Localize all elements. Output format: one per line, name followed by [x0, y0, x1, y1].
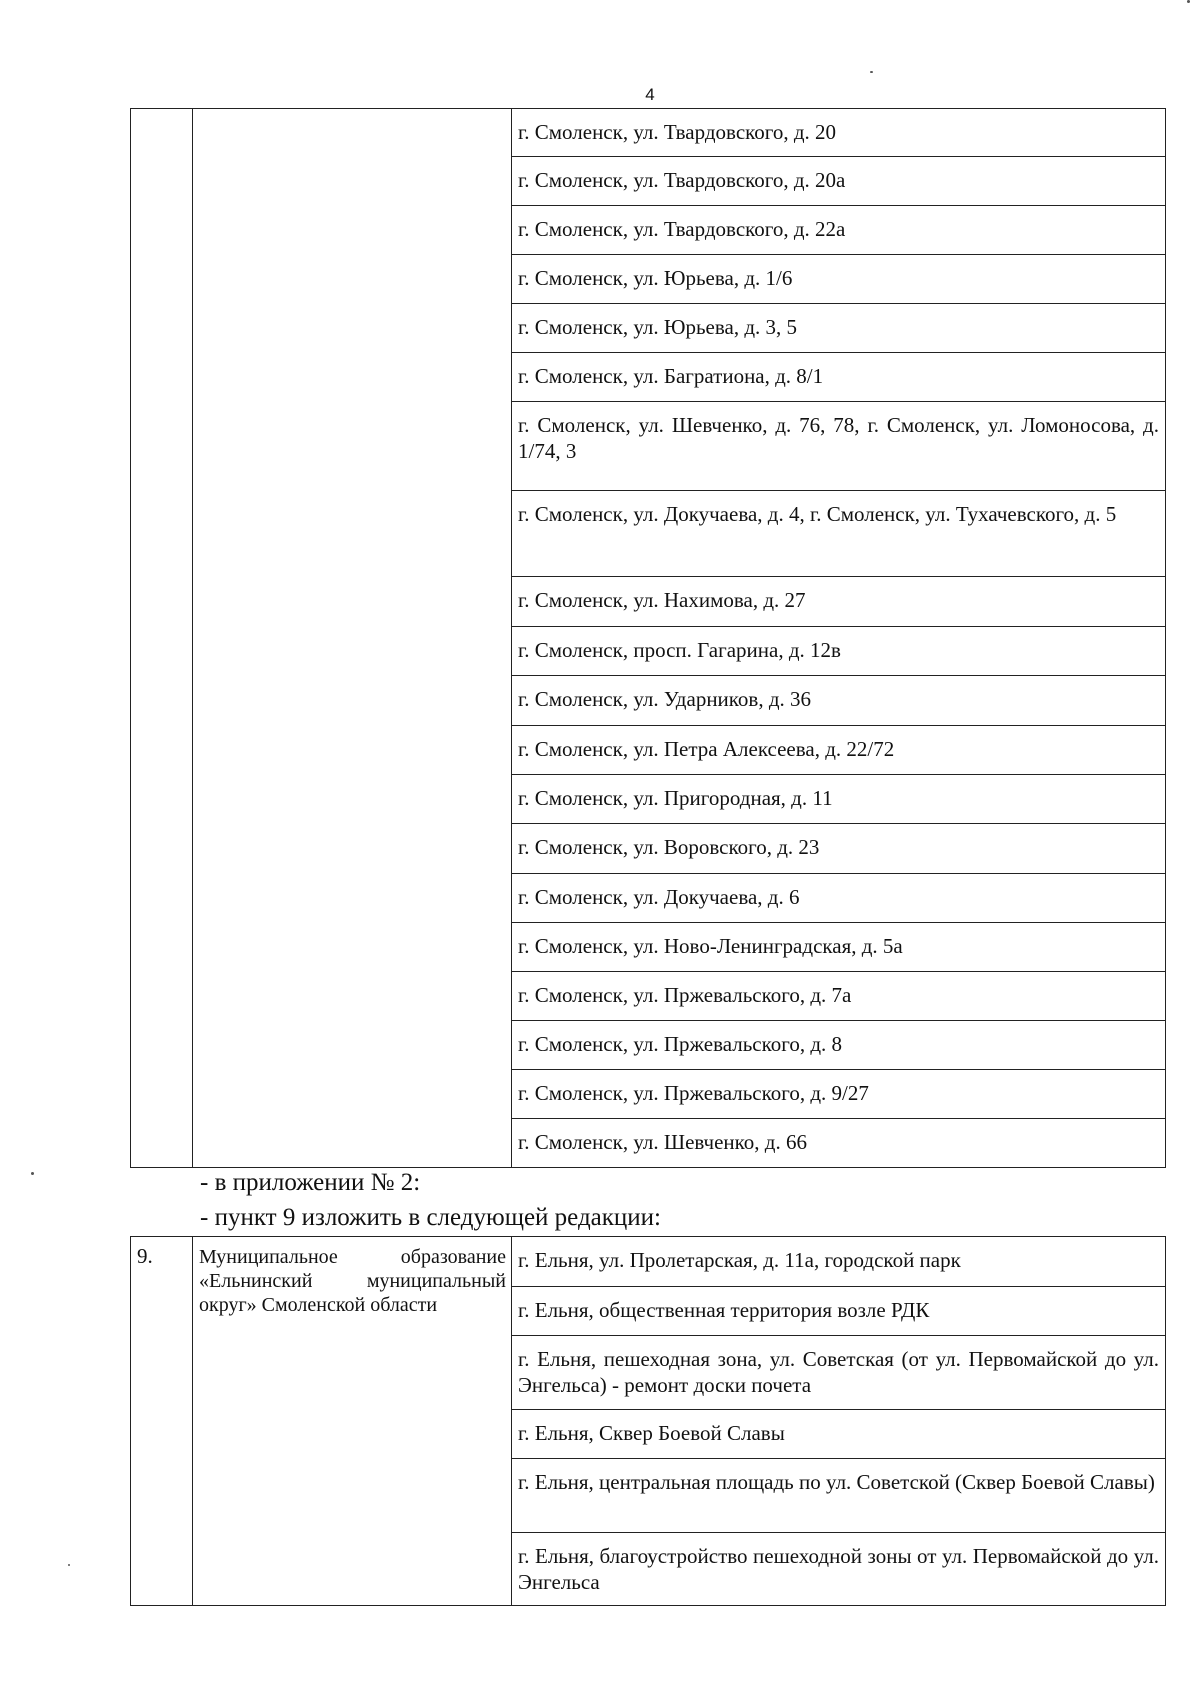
address-cell: г. Смоленск, ул. Пржевальского, д. 8: [512, 1021, 1166, 1070]
address-cell: г. Смоленск, ул. Пржевальского, д. 7а: [512, 972, 1166, 1021]
address-cell: г. Ельня, центральная площадь по ул. Советской (Сквер Боевой Славы): [512, 1459, 1166, 1533]
address-cell: г. Смоленск, ул. Ударников, д. 36: [512, 676, 1166, 726]
address-cell: г. Смоленск, ул. Петра Алексеева, д. 22/72: [512, 726, 1166, 775]
address-cell: г. Смоленск, ул. Шевченко, д. 66: [512, 1119, 1166, 1168]
table-row: [131, 1237, 1166, 1287]
address-cell: г. Смоленск, ул. Воровского, д. 23: [512, 824, 1166, 874]
address-cell: г. Смоленск, ул. Багратиона, д. 8/1: [512, 353, 1166, 402]
scan-speck: [68, 1564, 70, 1566]
address-cell: г. Ельня, Сквер Боевой Славы: [512, 1410, 1166, 1459]
address-cell: г. Смоленск, ул. Юрьева, д. 3, 5: [512, 304, 1166, 353]
address-cell: г. Смоленск, ул. Ново-Ленинградская, д. 5а: [512, 923, 1166, 972]
address-cell: г. Ельня, пешеходная зона, ул. Советская (от ул. Первомайской до ул. Энгельса) - ремонт доски почета: [512, 1336, 1166, 1410]
address-cell: г. Смоленск, ул. Пржевальского, д. 9/27: [512, 1070, 1166, 1119]
address-cell: г. Смоленск, ул. Докучаева, д. 4, г. Смоленск, ул. Тухачевского, д. 5: [512, 491, 1166, 577]
address-cell: г. Смоленск, ул. Пригородная, д. 11: [512, 775, 1166, 824]
address-cell: г. Ельня, благоустройство пешеходной зоны от ул. Первомайской до ул. Энгельса: [512, 1533, 1166, 1606]
address-cell: г. Смоленск, ул. Юрьева, д. 1/6: [512, 255, 1166, 304]
address-cell: г. Смоленск, ул. Твардовского, д. 20: [512, 109, 1166, 157]
scan-speck: [1187, 0, 1190, 3]
table-row: [131, 109, 1166, 157]
item-number-cell: 9.: [131, 1237, 193, 1606]
address-cell: г. Смоленск, ул. Твардовского, д. 20а: [512, 157, 1166, 206]
address-cell: г. Смоленск, ул. Докучаева, д. 6: [512, 874, 1166, 923]
appendix-note: - в приложении № 2:: [200, 1169, 421, 1196]
item-9-table: [130, 1236, 1166, 1606]
page-number: 4: [645, 85, 655, 104]
scan-speck: [870, 71, 873, 73]
address-cell: г. Ельня, ул. Пролетарская, д. 11а, городской парк: [512, 1237, 1166, 1287]
organization-cell: [193, 1237, 512, 1606]
address-cell: г. Смоленск, просп. Гагарина, д. 12в: [512, 627, 1166, 676]
address-cell: г. Ельня, общественная территория возле РДК: [512, 1287, 1166, 1336]
item-note: - пункт 9 изложить в следующей редакции:: [200, 1204, 661, 1231]
address-table-continuation: [130, 108, 1166, 1168]
scan-speck: [31, 1172, 34, 1175]
organization-cell: [193, 109, 512, 1168]
address-cell: г. Смоленск, ул. Твардовского, д. 22а: [512, 206, 1166, 255]
address-cell: г. Смоленск, ул. Шевченко, д. 76, 78, г. Смоленск, ул. Ломоносова, д. 1/74, 3: [512, 402, 1166, 491]
address-cell: г. Смоленск, ул. Нахимова, д. 27: [512, 577, 1166, 627]
number-cell: [131, 109, 193, 1168]
organization-name: Муниципальное образование «Ельнинский муниципальный округ» Смоленской области: [199, 1246, 506, 1316]
